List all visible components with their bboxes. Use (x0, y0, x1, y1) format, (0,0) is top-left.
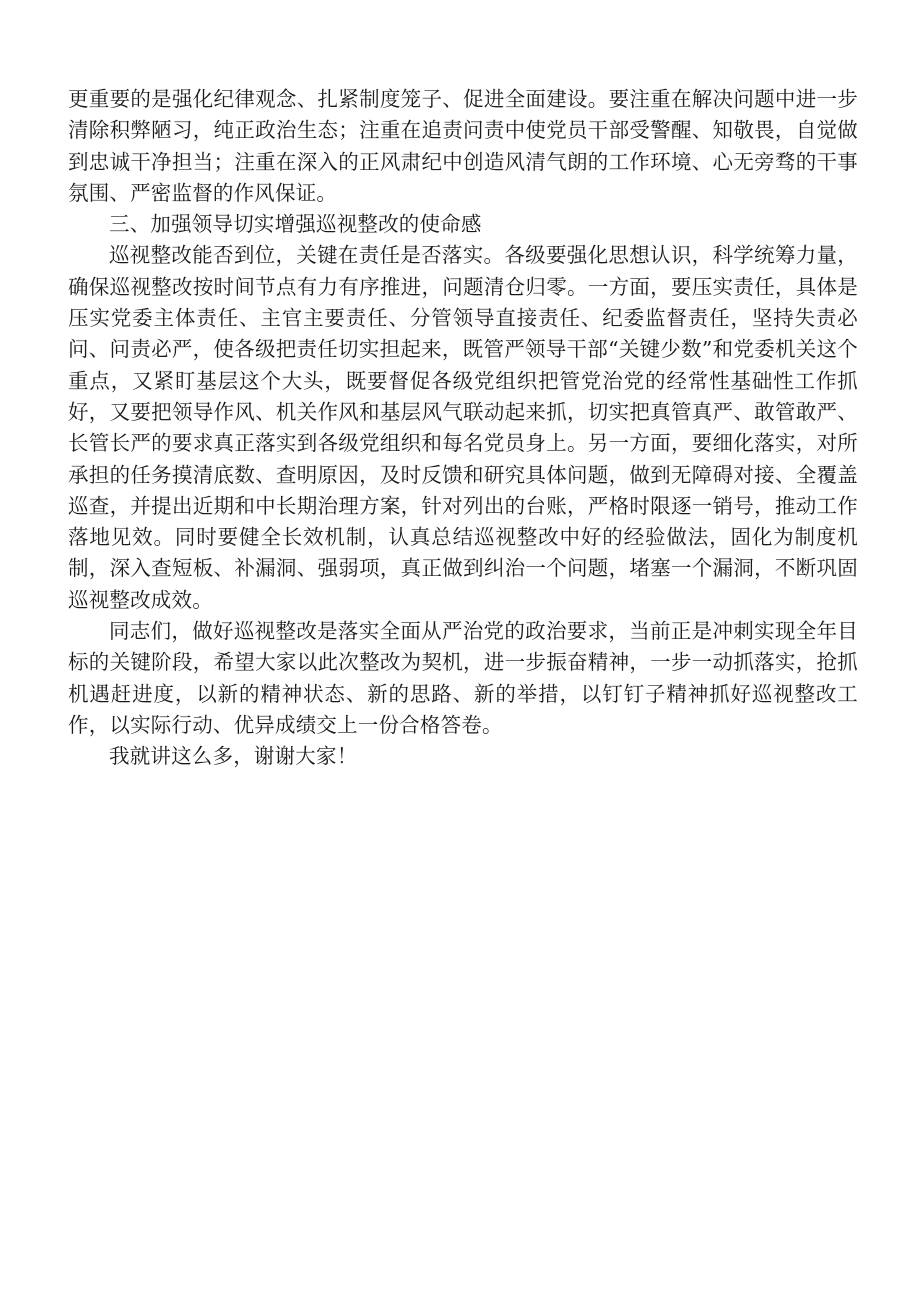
section-heading: 三、加强领导切实增强巡视整改的使命感 (109, 212, 482, 237)
document-body (68, 84, 858, 773)
paragraph-responsibility: 巡视整改能否到位，关键在责任是否落实。各级要强化思想认识，科学统筹力量，确保巡视整改按时间节点有力有序推进，问题清仓归零。一方面，要压实责任，具体是压实党委主体责任、主官主要责任、分管领导直接责任、纪委监督责任，坚持失责必问、问责必严，使各级把责任切实担起来，既管严领导干部“关键少数”和党委机关这个重点，又紧盯基层这个大头，既要督促各级党组织把管党治党的经常性基础性工作抓好，又要把领导作风、机关作风和基层风气联动起来抓，切实把真管真严、敢管敢严、长管长严的要求真正落实到各级党组织和每名党员身上。另一方面，要细化落实，对所承担的任务摸清底数、查明原因，及时反馈和研究具体问题，做到无障碍对接、全覆盖巡查，并提出近期和中长期治理方案，针对列出的台账，严格时限逐一销号，推动工作落地见效。同时要健全长效机制，认真总结巡视整改中好的经验做法，固化为制度机制，深入查短板、补漏洞、强弱项，真正做到纠治一个问题，堵塞一个漏洞，不断巩固巡视整改成效。 (68, 243, 858, 612)
paragraph-continued: 更重要的是强化纪律观念、扎紧制度笼子、促进全面建设。要注重在解决问题中进一步清除积弊陋习，纯正政治生态；注重在追责问责中使党员干部受警醒、知敬畏，自觉做到忠诚干净担当；注重在深入的正风肃纪中创造风清气朗的工作环境、心无旁骛的干事氛围、严密监督的作风保证。 (68, 87, 858, 205)
paragraph-closing: 我就讲这么多，谢谢大家！ (109, 744, 358, 769)
paragraph-comrades: 同志们，做好巡视整改是落实全面从严治党的政治要求，当前正是冲刺实现全年目标的关键阶段，希望大家以此次整改为契机，进一步振奋精神，一步一动抓落实，抢抓机遇赶进度，以新的精神状态、新的思路、新的举措，以钉钉子精神抓好巡视整改工作，以实际行动、优异成绩交上一份合格答卷。 (68, 619, 858, 737)
